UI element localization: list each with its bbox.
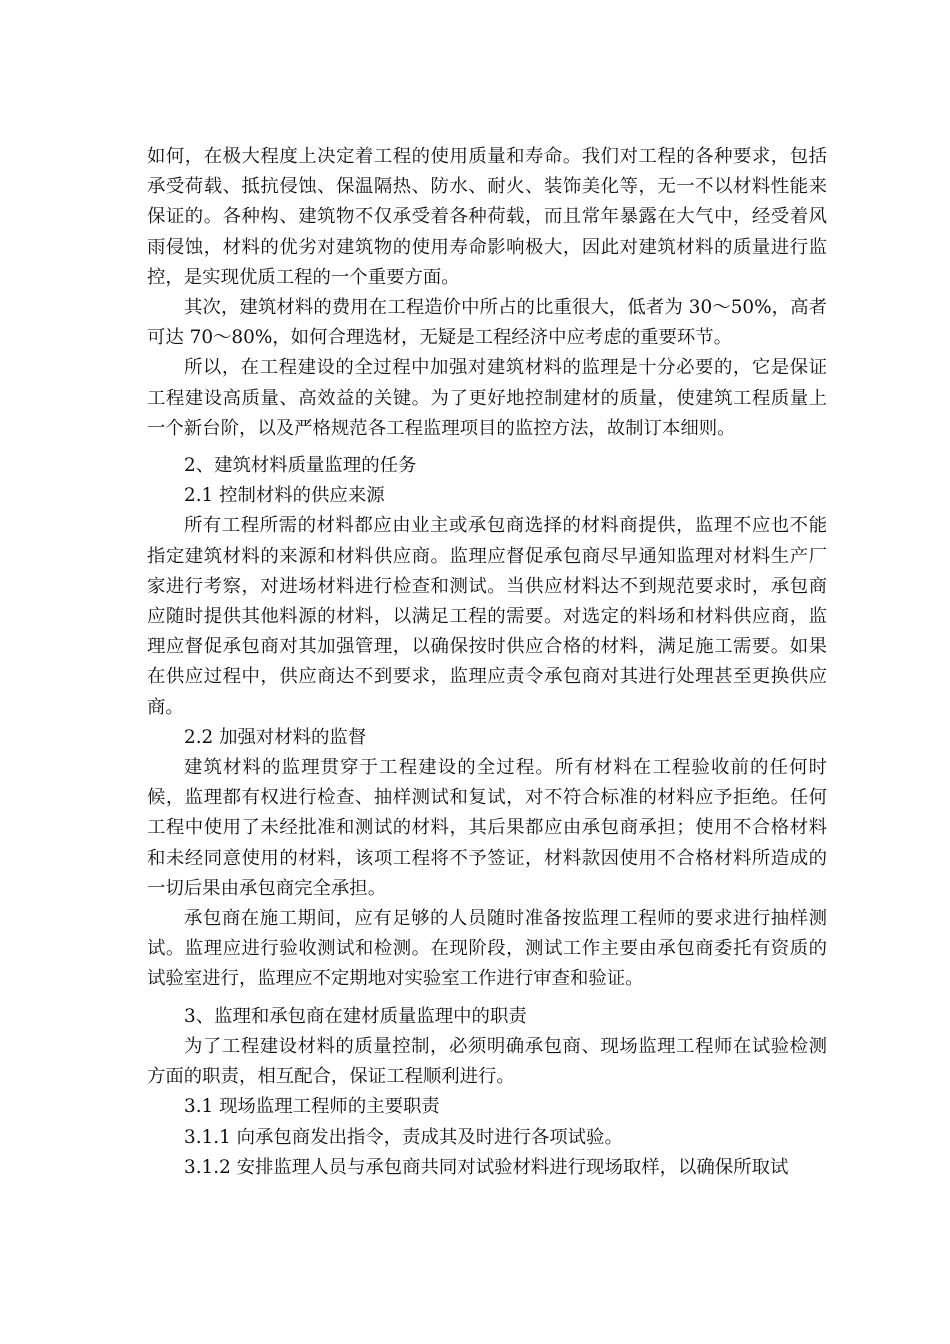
paragraph-responsibilities-intro: 为了工程建设材料的质量控制，必须明确承包商、现场监理工程师在试验检测方面的职责，相互配合，保证工程顺利进行。 (147, 1035, 827, 1088)
paragraph-material-supervision: 建筑材料的监理贯穿于工程建设的全过程。所有材料在工程验收前的任何时候，监理都有权进行检查、抽样测试和复试，对不符合标准的材料应予拒绝。任何工程中使用了未经批准和测试的材料，其后果都应由承包商承担；使用不合格材料和未经同意使用的材料，该项工程将不予签证，材料款因使用不合格材料所造成的一切后果由承包商完全承担。 (147, 757, 827, 899)
document-page (147, 142, 827, 1183)
paragraph-material-importance: 如何，在极大程度上决定着工程的使用质量和寿命。我们对工程的各种要求，包括承受荷载、抵抗侵蚀、保温隔热、防水、耐火、装饰美化等，无一不以材料性能来保证的。各种构、建筑物不仅承受着各种荷载，而且常年暴露在大气中，经受着风雨侵蚀，材料的优劣对建筑物的使用寿命影响极大，因此对建筑材料的质量进行监控，是实现优质工程的一个重要方面。 (147, 146, 827, 288)
subsection-heading-3-1: 3.1 现场监理工程师的主要职责 (184, 1096, 440, 1118)
section-gap (147, 444, 827, 451)
paragraph-material-cost: 其次，建筑材料的费用在工程造价中所占的比重很大，低者为 30～50%，高者可达 70～80%，如何合理选材，无疑是工程经济中应考虑的重要环节。 (147, 297, 827, 349)
item-3-1-2: 3.1.2 安排监理人员与承包商共同对试验材料进行现场取样，以确保所取试 (184, 1156, 789, 1178)
item-3-1-1: 3.1.1 向承包商发出指令，责成其及时进行各项试验。 (184, 1126, 623, 1148)
paragraph-supervision-necessity: 所以，在工程建设的全过程中加强对建筑材料的监理是十分必要的，它是保证工程建设高质量、高效益的关键。为了更好地控制建材的质量，使建筑工程质量上一个新台阶，以及严格规范各工程监理项目的监控方法，故制订本细则。 (147, 357, 827, 439)
subsection-heading-2-2: 2.2 加强对材料的监督 (184, 726, 367, 748)
section-heading-2: 2、建筑材料质量监理的任务 (184, 455, 417, 477)
subsection-heading-2-1: 2.1 控制材料的供应来源 (184, 485, 385, 507)
section-heading-3: 3、监理和承包商在建材质量监理中的职责 (184, 1005, 527, 1027)
paragraph-supply-source: 所有工程所需的材料都应由业主或承包商选择的材料商提供，监理不应也不能指定建筑材料的来源和材料供应商。监理应督促承包商尽早通知监理对材料生产厂家进行考察，对进场材料进行检查和测试。当供应材料达不到规范要求时，承包商应随时提供其他料源的材料，以满足工程的需要。对选定的料场和材料供应商，监理应督促承包商对其加强管理，以确保按时供应合格的材料，满足施工需要。如果在供应过程中，供应商达不到要求，监理应责令承包商对其进行处理甚至更换供应商。 (147, 515, 827, 718)
section-gap (147, 995, 827, 1002)
paragraph-contractor-testing: 承包商在施工期间，应有足够的人员随时准备按监理工程师的要求进行抽样测试。监理应进行验收测试和检测。在现阶段，测试工作主要由承包商委托有资质的试验室进行，监理应不定期地对实验室工作进行审查和验证。 (147, 908, 827, 990)
